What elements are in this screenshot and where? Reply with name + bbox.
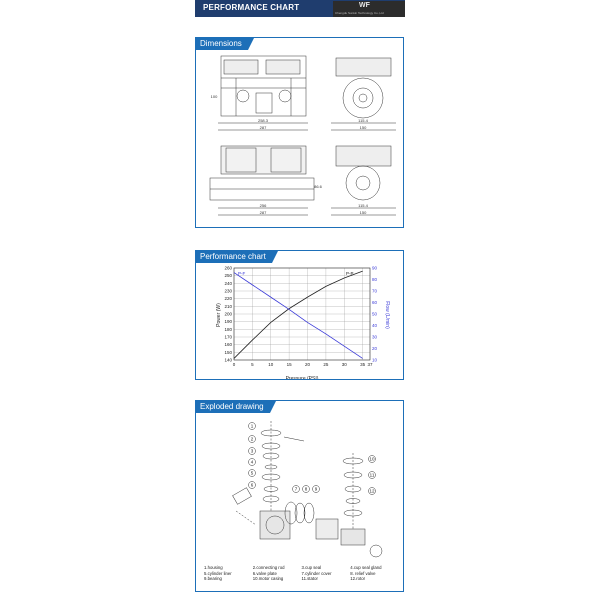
x-tick-label: 10 bbox=[268, 362, 274, 367]
part-10: 10.motor casing bbox=[252, 576, 284, 582]
y-left-tick-label: 210 bbox=[224, 303, 232, 309]
y-left-tick-label: 160 bbox=[224, 342, 232, 348]
y-right-tick-label: 20 bbox=[372, 346, 378, 351]
x-tick-label: 35 bbox=[360, 362, 366, 367]
dimensions-section bbox=[195, 37, 404, 228]
x-tick-label: 37 bbox=[367, 362, 373, 367]
dim-side-width: 115.4 bbox=[358, 118, 368, 123]
y-left-tick-label: 250 bbox=[224, 273, 232, 279]
dim-top-width: 256 bbox=[259, 203, 267, 208]
dimensions-drawing bbox=[196, 38, 403, 227]
exploded-drawing bbox=[196, 401, 403, 561]
part-9: 9.bearing bbox=[204, 576, 222, 582]
part-8: 8. relief valve bbox=[350, 570, 376, 576]
x-tick-label: 30 bbox=[341, 362, 347, 367]
performance-chart bbox=[196, 251, 403, 379]
callout-number: 5 bbox=[250, 470, 254, 476]
parts-legend bbox=[204, 565, 399, 582]
y-left-tick-label: 240 bbox=[224, 280, 232, 286]
y-right-tick-label: 40 bbox=[372, 323, 378, 328]
dimensions-label: Dimensions bbox=[196, 38, 248, 50]
dim-front-width: 258.3 bbox=[257, 118, 269, 123]
callout-number: 6 bbox=[250, 482, 254, 488]
callout-number: 4 bbox=[250, 459, 254, 465]
series-label-pf: P-F bbox=[238, 271, 246, 276]
y-left-tick-label: 180 bbox=[224, 326, 232, 332]
performance-label: Performance chart bbox=[196, 251, 272, 263]
callout-number: 9 bbox=[314, 486, 318, 492]
exploded-label: Exploded drawing bbox=[196, 401, 270, 413]
y-left-tick-label: 140 bbox=[224, 357, 232, 363]
y-left-tick-label: 150 bbox=[224, 349, 232, 355]
x-axis-label: Pressure (PSI) bbox=[285, 376, 319, 379]
y-left-tick-label: 220 bbox=[224, 296, 232, 302]
y-left-tick-label: 200 bbox=[224, 311, 232, 317]
y-right-tick-label: 90 bbox=[372, 265, 378, 271]
x-tick-label: 5 bbox=[251, 362, 254, 367]
callout-number: 12 bbox=[369, 488, 375, 494]
callout-number: 2 bbox=[250, 436, 254, 442]
company-logo bbox=[333, 1, 405, 17]
dim-a: 86.6 bbox=[314, 184, 322, 189]
part-2: 2.connecting rod bbox=[252, 565, 285, 570]
legend-row bbox=[204, 576, 399, 582]
y-left-label: Power (W) bbox=[216, 303, 222, 327]
part-11: 11.stator bbox=[301, 576, 318, 582]
y-right-tick-label: 10 bbox=[372, 357, 378, 363]
company-name: Chengdu Sunkin Technology Co.,Ltd bbox=[335, 11, 384, 15]
part-1: 1.housing bbox=[204, 565, 223, 570]
part-3: 3.cup seal bbox=[301, 565, 322, 570]
dim-b: 100 bbox=[210, 94, 218, 99]
callout-number: 10 bbox=[369, 456, 375, 462]
logo-mark: WF bbox=[359, 2, 370, 9]
performance-section bbox=[195, 250, 404, 380]
callout-number: 11 bbox=[369, 472, 375, 478]
y-right-tick-label: 70 bbox=[372, 288, 378, 294]
callout-number: 8 bbox=[304, 486, 308, 492]
y-left-tick-label: 230 bbox=[224, 288, 232, 294]
x-tick-label: 15 bbox=[286, 362, 292, 367]
series-label-pp: P-P bbox=[346, 271, 354, 276]
part-4: 4.cup seal gland bbox=[350, 565, 382, 570]
dim-side-total: 150 bbox=[359, 125, 367, 130]
part-5: 5.cylinder liner bbox=[204, 570, 232, 576]
x-tick-label: 20 bbox=[305, 362, 311, 367]
y-right-label: Flow (L/min) bbox=[384, 301, 390, 329]
x-tick-label: 0 bbox=[232, 362, 236, 367]
series-line-p-p bbox=[234, 273, 363, 359]
y-right-tick-label: 80 bbox=[372, 277, 378, 282]
callout-number: 3 bbox=[250, 448, 254, 454]
y-left-tick-label: 170 bbox=[224, 334, 232, 340]
dim-top-total: 287 bbox=[259, 210, 267, 215]
callout-number: 1 bbox=[250, 423, 254, 429]
y-right-tick-label: 50 bbox=[372, 311, 378, 317]
dim-top-side: 115.4 bbox=[358, 203, 368, 208]
y-right-tick-label: 60 bbox=[372, 300, 378, 305]
callout-number: 7 bbox=[294, 486, 298, 492]
exploded-section bbox=[195, 400, 404, 592]
part-7: 7.cylinder cover bbox=[301, 570, 332, 576]
y-right-tick-label: 30 bbox=[372, 334, 378, 340]
part-12: 12.rotor bbox=[350, 576, 366, 582]
y-left-tick-label: 260 bbox=[224, 265, 232, 271]
part-6: 6.valve plate bbox=[252, 570, 277, 576]
header-title: PERFORMANCE CHART bbox=[203, 3, 300, 12]
x-tick-label: 25 bbox=[323, 362, 329, 367]
dim-top-side-total: 150 bbox=[359, 210, 367, 215]
dim-front-total: 287 bbox=[259, 125, 267, 130]
y-left-tick-label: 190 bbox=[224, 319, 232, 325]
